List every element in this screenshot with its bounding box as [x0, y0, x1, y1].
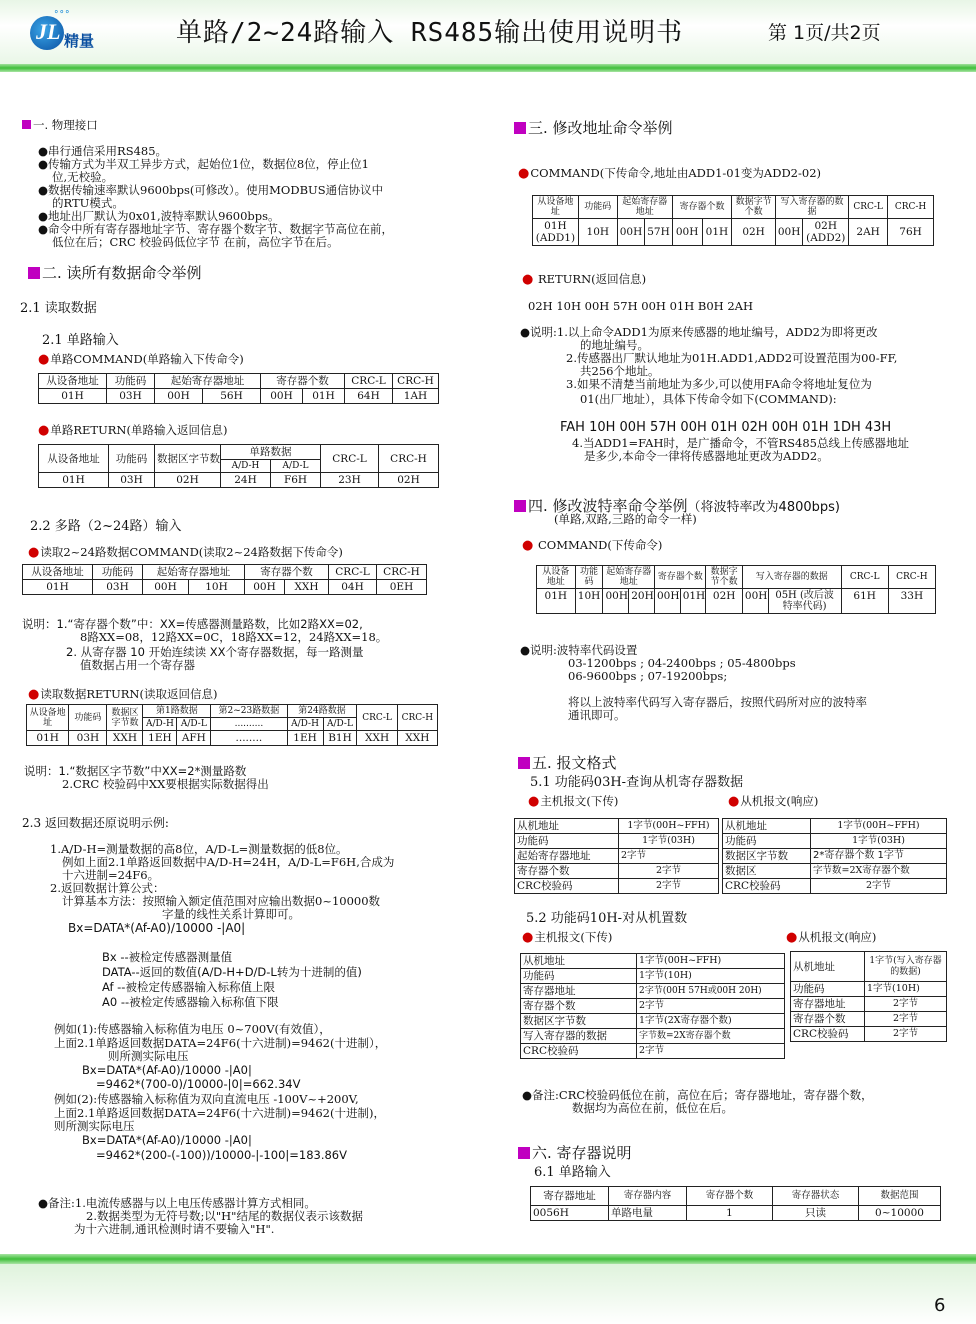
fc03-master-table: 从机地址 1字节(00H~FFH) 功能码 1字节(03H) 起始寄存器地址 2字节 寄存器个数 2字节 CRC校验码 2字节 [514, 818, 719, 894]
s1-heading: 一. 物理接口 [22, 117, 98, 133]
footer-band [0, 1254, 976, 1264]
baud-command-table: 从设备地址 功能码 起始寄存器地址 寄存器个数 数据字节个数 写入寄存器的数据 CRC-L CRC-H 01H 10H 00H 20H 00H 01H 02H 00H 05H (改后波特率代码) 61H 33H [536, 565, 936, 614]
s5-slave2: ●从机报文(响应) [786, 930, 877, 945]
s3-heading: 三. 修改地址命令举例 [514, 117, 673, 138]
logo: JL °°° 精量 [30, 14, 106, 54]
s5-heading: 五. 报文格式 [518, 752, 617, 773]
page-footer [0, 1264, 976, 1324]
fc10-slave-table: 从机地址 1字节(写入寄存器的数据) 功能码 1字节(10H) 寄存器地址 2字节 寄存器个数 2字节 CRC校验码 2字节 [790, 951, 947, 1042]
single-command-table: 从设备地址 功能码 起始寄存器地址 寄存器个数 CRC-L CRC-H 01H 03H 00H 56H 00H 01H 64H 1AH [38, 373, 439, 404]
fc10-master-table: 从机地址 1字节(00H~FFH) 功能码 1字节(10H) 寄存器地址 2字节(00H 57H或00H 20H) 寄存器个数 2字节 数据区字节数 1字节(2X寄存器个数) 写入寄存器的数据 字节数=2X寄存器个数 CRC校验码 2字节 [520, 953, 785, 1059]
single-return-table: 从设备地址 功能码 数据区字节数 单路数据 CRC-L CRC-H A/D-H A/D-L 01H 03H 02H 24H F6H 23H 02H [38, 444, 439, 488]
logo-icon: JL [30, 16, 64, 50]
register-table: 寄存器地址 寄存器内容 寄存器个数 寄存器状态 数据范围 0056H 单路电量 1 只读 0~10000 [530, 1186, 941, 1221]
s23-heading: 2.3 返回数据还原说明示例: [22, 816, 169, 830]
multi-command-table: 从设备地址 功能码 起始寄存器地址 寄存器个数 CRC-L CRC-H 01H 03H 00H 10H 00H XXH 04H 0EH [22, 564, 427, 595]
s6-sub: 6.1 单路输入 [534, 1165, 611, 1180]
fc03-slave-table: 从机地址 1字节(00H~FFH) 功能码 1字节(03H) 数据区字节数 2*寄存器个数 1字节 数据区 字节数=2X寄存器个数 CRC校验码 2字节 [722, 818, 947, 894]
s4-heading: 四. 修改波特率命令举例（将波特率改为4800bps) [514, 495, 840, 516]
s5-sub2: 5.2 功能码10H-对从机置数 [526, 911, 688, 926]
s6-heading: 六. 寄存器说明 [518, 1142, 632, 1163]
address-command-table: 从设备地址 功能码 起始寄存器地址 寄存器个数 数据字节个数 写入寄存器的数据 CRC-L CRC-H 01H (ADD1) 10H 00H 57H 00H 01H 02H 00H 02H (ADD2) 2AH 76H [532, 195, 934, 246]
page-title: 单路/2~24路输入 RS485输出使用说明书 [176, 18, 684, 48]
s4-sub: (单路,双路,三路的命令一样) [554, 512, 697, 526]
s2-sub2: 2.1 单路输入 [42, 333, 119, 348]
s2-heading: 二. 读所有数据命令举例 [28, 262, 202, 283]
s5-sub1: 5.1 功能码03H-查询从机寄存器数据 [530, 775, 744, 790]
s3-ret-label: ● RETURN(返回信息) [522, 272, 647, 287]
s3-cmd-label: ●COMMAND(下传命令,地址由ADD1-01变为ADD2-02) [518, 166, 821, 181]
header-band [0, 64, 976, 72]
page-indicator: 第 1页/共2页 [768, 22, 881, 44]
s2-sub1: 2.1 读取数据 [20, 301, 97, 316]
s5-slave: ●从机报文(响应) [728, 794, 819, 809]
s4-cmd-label: ● COMMAND(下传命令) [522, 538, 663, 553]
s22-heading: 2.2 多路（2~24路）输入 [30, 519, 182, 534]
s5-master2: ●主机报文(下传) [522, 930, 613, 945]
s5-master: ●主机报文(下传) [528, 794, 619, 809]
page-number: 6 [934, 1295, 946, 1316]
s3-ret-vals: 02H 10H 00H 57H 00H 01H B0H 2AH [528, 299, 754, 313]
multi-return-table: 从设备地址 功能码 数据区字节数 第1路数据 第2~23路数据 第24路数据 CRC-L CRC-H A/D-H A/D-L .......... A/D-H A/D-L 01H 03H XXH 1EH AFH ........ 1EH B1H XXH XXH [26, 704, 438, 746]
s2-cmd-label: ●单路COMMAND(单路输入下传命令) [38, 352, 244, 367]
s22-ret-label: ●读取数据RETURN(读取返回信息) [28, 687, 218, 702]
s2-ret-label: ●单路RETURN(单路输入返回信息) [38, 423, 228, 438]
s22-cmd-label: ●读取2~24路数据COMMAND(读取2~24路数据下传命令) [28, 545, 343, 560]
